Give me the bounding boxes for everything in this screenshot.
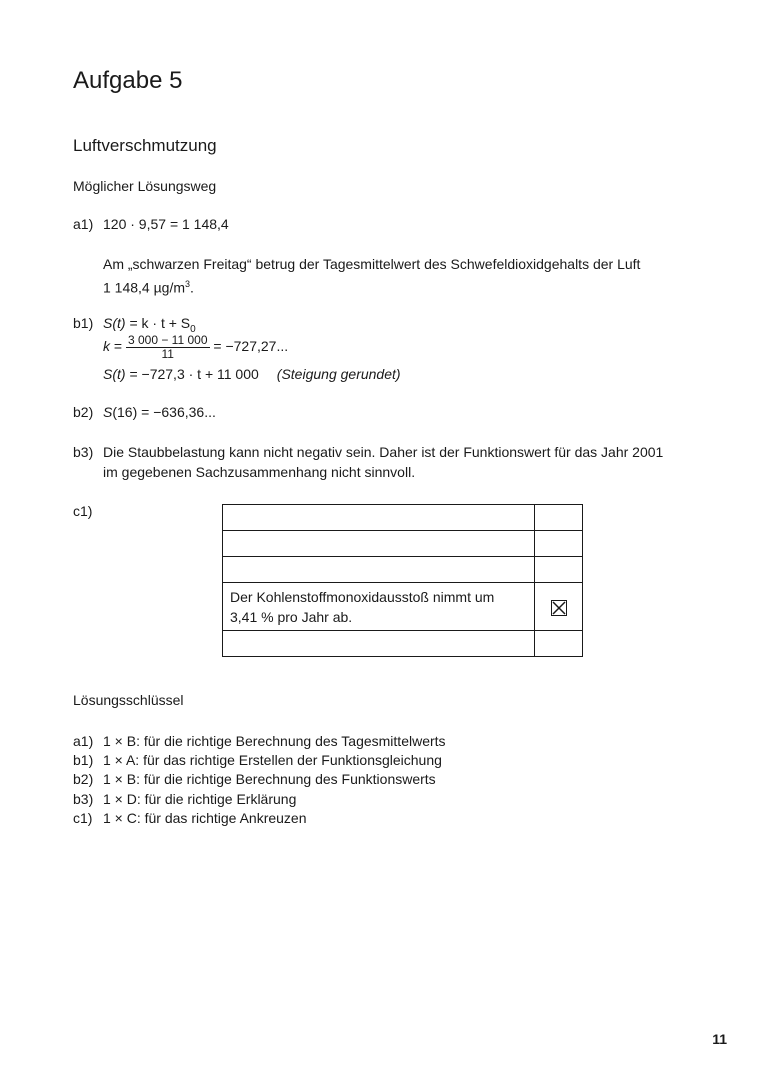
a1-answer-line2 [103, 274, 194, 298]
a1-answer-line1: Am „schwarzen Freitag“ betrug der Tagesmittelwert des Schwefeldioxidgehalts der Luft [103, 256, 641, 272]
b1-fraction [126, 334, 210, 361]
choice-text [223, 631, 535, 657]
b1-eq2-note: (Steigung gerundet) [276, 366, 401, 382]
b1-equation-final [103, 364, 401, 384]
b2-lhs: S [103, 404, 113, 420]
a1-exponent: 3 [185, 279, 191, 289]
choice-box[interactable] [535, 505, 583, 531]
b1-fraction-numerator: 3 000 − 11 000 [127, 332, 208, 347]
checked-box-icon[interactable] [551, 600, 567, 616]
choice-text [223, 531, 535, 557]
a1-value: 1 148,4 µg/m [103, 279, 186, 296]
choice-box[interactable] [535, 531, 583, 557]
c1-choice-table [222, 504, 583, 657]
choice-text-line1: Der Kohlenstoffmonoxidausstoß nimmt um [230, 588, 495, 605]
choice-box[interactable] [535, 583, 583, 631]
part-label-b3: b3) [73, 444, 94, 460]
b3-line1: Die Staubbelastung kann nicht negativ sein. Daher ist der Funktionswert für das Jahr 2001 [103, 444, 664, 460]
choice-text [223, 583, 535, 631]
part-label-c1: c1) [73, 503, 93, 519]
choice-text [223, 505, 535, 531]
choice-row [223, 505, 583, 531]
key-label-c1: c1) [73, 810, 93, 826]
choice-box[interactable] [535, 631, 583, 657]
key-label-b3: b3) [73, 791, 94, 807]
solution-heading: Möglicher Lösungsweg [73, 178, 217, 194]
key-heading: Lösungsschlüssel [73, 692, 184, 708]
b1-eq1-sub: 0 [190, 323, 196, 335]
b2-expression [103, 402, 216, 422]
key-text-a1: 1 × B: für die richtige Berechnung des Tagesmittelwerts [103, 733, 446, 749]
a1-period: . [190, 279, 194, 296]
b1-fraction-denominator: 11 [161, 346, 174, 361]
key-text-b3: 1 × D: für die richtige Erklärung [103, 791, 297, 807]
b1-eq1-lhs: S(t) [103, 315, 126, 331]
a1-calculation: 120 · 9,57 = 1 148,4 [103, 216, 229, 232]
b1-slope-calculation [103, 333, 288, 361]
key-text-b1: 1 × A: für das richtige Erstellen der Funktionsgleichung [103, 752, 442, 768]
key-label-b2: b2) [73, 771, 94, 787]
part-label-a1: a1) [73, 216, 94, 232]
page-number: 11 [712, 1031, 727, 1047]
key-label-a1: a1) [73, 733, 94, 749]
choice-row [223, 557, 583, 583]
b2-rhs: (16) = −636,36... [112, 404, 216, 420]
key-label-b1: b1) [73, 752, 94, 768]
section-title: Luftverschmutzung [73, 136, 217, 155]
choice-row [223, 631, 583, 657]
b1-eq2-lhs: S(t) [103, 366, 126, 382]
b1-eq2-rhs: = −727,3 · t + 11 000 [125, 366, 259, 382]
b3-line2: im gegebenen Sachzusammenhang nicht sinnvoll. [103, 464, 416, 480]
b1-k-result: = −727,27... [209, 338, 289, 354]
choice-row [223, 531, 583, 557]
b1-k-eq: = [110, 338, 126, 354]
choice-text [223, 557, 535, 583]
b1-eq1-rhs: = k · t + S [125, 315, 191, 331]
choice-box[interactable] [535, 557, 583, 583]
b1-k-lhs: k [103, 338, 110, 354]
part-label-b2: b2) [73, 404, 94, 420]
key-text-b2: 1 × B: für die richtige Berechnung des Funktionswerts [103, 771, 436, 787]
key-text-c1: 1 × C: für das richtige Ankreuzen [103, 810, 307, 826]
choice-text-line2: 3,41 % pro Jahr ab. [230, 608, 353, 625]
page-title: Aufgabe 5 [73, 67, 183, 94]
choice-row-checked [223, 583, 583, 631]
part-label-b1: b1) [73, 315, 94, 331]
